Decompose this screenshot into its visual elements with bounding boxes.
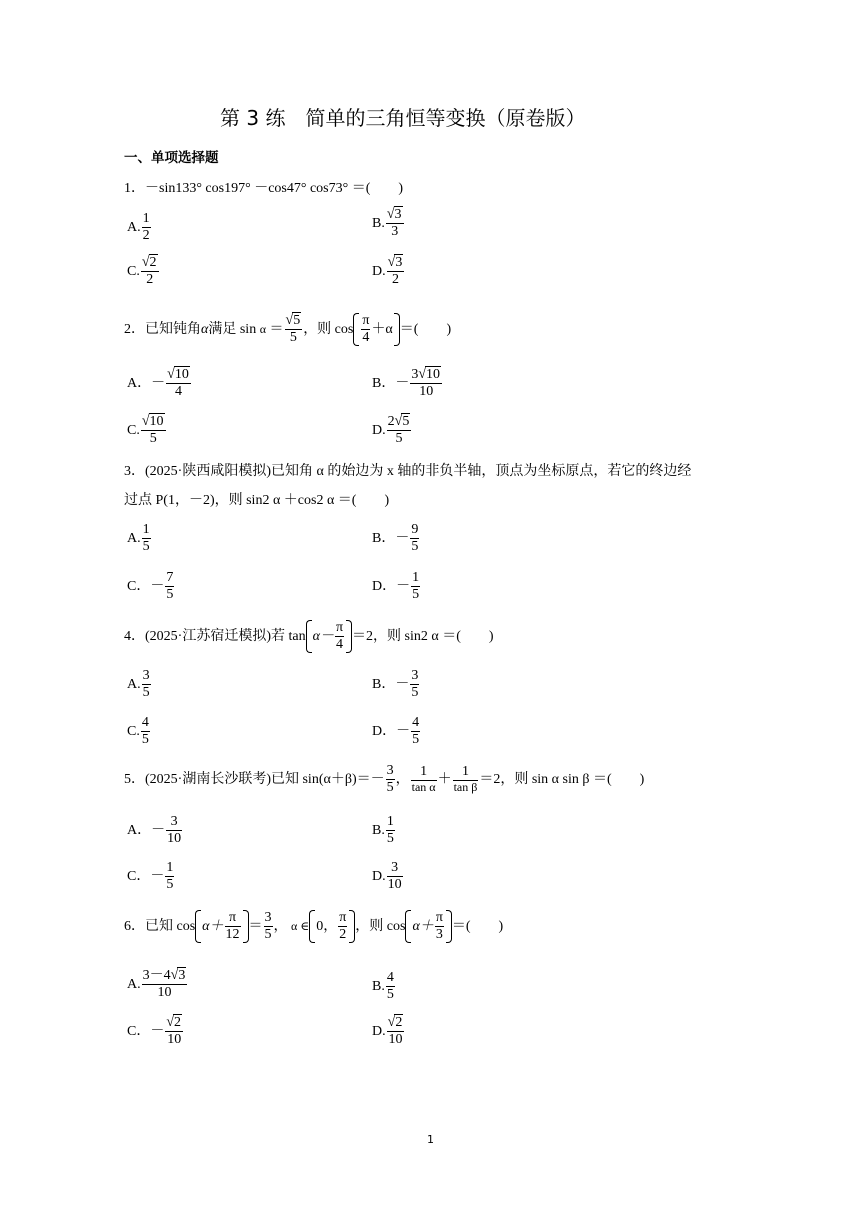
q6-option-a[interactable] <box>127 968 188 1001</box>
fraction: $\frac{√2}{2}$ <box>141 254 157 288</box>
option-label: B．－ <box>372 375 410 391</box>
option-label: C. <box>127 263 140 279</box>
option-label: A．－ <box>127 375 166 391</box>
fraction: $\frac{9}{5}$ <box>411 522 419 555</box>
fraction: $\frac{3}{5}$ <box>142 668 150 701</box>
option-label: B. <box>372 215 385 231</box>
fraction: $\frac{\pi}{4}$ <box>362 313 370 346</box>
question-2-stem: 2．已知钝角α满足 sin α ＝ $\frac{√5}{5}$ ，则 cos $\frac{\pi}{4}$ ＋α ＝( ) <box>124 312 452 346</box>
question-6-stem: 6．已知 cos α＋ $\frac{\pi}{12}$ ＝ $\frac{3}{5}$ ， α ∈ 0， $\frac{\pi}{2}$ ，则 cos α＋ $\frac{\pi}{3}$ ＝( ) <box>124 910 504 943</box>
option-label: A. <box>127 976 141 992</box>
option-label: C．－ <box>127 1023 165 1039</box>
q5-option-c[interactable] <box>127 860 175 893</box>
fraction: $\frac{2√5}{5}$ <box>387 413 410 447</box>
option-label: A. <box>127 530 141 546</box>
fraction: $\frac{3}{10}$ <box>167 814 182 847</box>
parenthesis-group: α＋ $\frac{\pi}{12}$ <box>195 910 248 943</box>
q4-option-c[interactable] <box>127 715 151 748</box>
fraction: $\frac{7}{5}$ <box>166 570 174 603</box>
parenthesis-group: α－ $\frac{\pi}{4}$ <box>306 620 352 653</box>
interval-group: 0， $\frac{\pi}{2}$ <box>309 910 355 943</box>
q6-option-b[interactable] <box>372 970 396 1003</box>
option-label: B．－ <box>372 530 410 546</box>
parenthesis-group: α＋ $\frac{\pi}{3}$ <box>405 910 451 943</box>
option-label: D．－ <box>372 578 411 594</box>
question-5-stem: 5．(2025·湖南长沙联考)已知 sin(α＋β)＝－ $\frac{3}{5}$ ， $\frac{1}{\text{tan α}}$ ＋ $\frac{1}{\text{tan β}}$ ＝2，则 sin α sin β ＝( ) <box>124 763 645 796</box>
fraction: $\frac{√3}{3}$ <box>386 206 402 240</box>
fraction: $\frac{1}{5}$ <box>166 860 174 893</box>
option-label: D. <box>372 422 386 438</box>
option-label: D. <box>372 1023 386 1039</box>
fraction: $\frac{3√10}{10}$ <box>411 366 441 400</box>
q4-option-d[interactable] <box>372 715 421 748</box>
q1-option-c[interactable] <box>127 255 160 288</box>
q3-option-b[interactable] <box>372 522 420 555</box>
option-label: A. <box>127 219 141 235</box>
fraction: $\frac{4}{5}$ <box>386 970 394 1003</box>
page-title: 第 3 练 简单的三角恒等变换（原卷版） <box>220 106 586 130</box>
q3-option-d[interactable] <box>372 570 421 603</box>
q5-option-b[interactable] <box>372 814 396 847</box>
question-1-stem: 1．－sin133° cos197° －cos47° cos73° ＝( ) <box>124 181 404 196</box>
option-label: B. <box>372 978 385 994</box>
sqrt-symbol: √2 <box>141 254 157 271</box>
option-label: C. <box>127 422 140 438</box>
option-label: A. <box>127 676 141 692</box>
fraction: $\frac{1}{2}$ <box>142 211 150 244</box>
q4-option-a[interactable] <box>127 668 152 701</box>
fraction: $\frac{1}{\text{tan α}}$ <box>411 764 436 795</box>
fraction: $\frac{√10}{4}$ <box>167 366 189 400</box>
q6-option-d[interactable] <box>372 1015 405 1048</box>
q4-option-b[interactable] <box>372 668 420 701</box>
page-number: 1 <box>427 1133 434 1146</box>
q5-option-a[interactable] <box>127 814 183 847</box>
fraction: $\frac{√10}{5}$ <box>141 413 164 447</box>
question-3-line-1: 3．(2025·陕西咸阳模拟)已知角 α 的始边为 x 轴的非负半轴，顶点为坐标原点，若它的终边经 <box>124 464 692 479</box>
fraction: $\frac{√5}{5}$ <box>285 312 301 346</box>
option-label: D. <box>372 263 386 279</box>
fraction: $\frac{\pi}{3}$ <box>435 910 443 943</box>
question-3-line-2: 过点 P(1，－2)，则 sin2 α ＋cos2 α ＝( ) <box>124 493 390 508</box>
fraction: $\frac{1}{5}$ <box>386 814 394 847</box>
fraction: $\frac{3}{5}$ <box>264 910 272 943</box>
option-label: C. <box>127 723 140 739</box>
q2-option-d[interactable] <box>372 414 412 447</box>
fraction: $\frac{√3}{2}$ <box>387 254 403 288</box>
fraction: $\frac{\pi}{2}$ <box>339 910 347 943</box>
q1-option-d[interactable] <box>372 255 405 288</box>
sqrt-symbol: √3 <box>386 206 402 223</box>
fraction: $\frac{3}{5}$ <box>411 668 419 701</box>
fraction: $\frac{1}{\text{tan β}}$ <box>453 764 478 795</box>
q1-option-a[interactable] <box>127 211 152 244</box>
option-label: D. <box>372 868 386 884</box>
option-label: A．－ <box>127 822 166 838</box>
parenthesis-group: $\frac{\pi}{4}$ ＋α <box>353 313 399 346</box>
q3-option-c[interactable] <box>127 570 175 603</box>
q1-option-b[interactable] <box>372 207 405 240</box>
fraction: $\frac{\pi}{4}$ <box>335 620 344 653</box>
option-label: B．－ <box>372 676 410 692</box>
sqrt-symbol: √3 <box>387 254 403 271</box>
q2-option-a[interactable] <box>127 367 192 400</box>
fraction: $\frac{3}{10}$ <box>387 860 402 893</box>
q3-option-a[interactable] <box>127 522 152 555</box>
fraction: $\frac{3}{5}$ <box>386 763 394 796</box>
q5-option-d[interactable] <box>372 860 404 893</box>
fraction: $\frac{\pi}{12}$ <box>225 910 240 943</box>
fraction: $\frac{√2}{10}$ <box>166 1014 182 1048</box>
option-label: B. <box>372 822 385 838</box>
section-heading: 一、单项选择题 <box>124 150 219 166</box>
q6-option-c[interactable] <box>127 1015 184 1048</box>
option-label: D．－ <box>372 723 411 739</box>
fraction: $\frac{3-4√3}{10}$ <box>142 967 186 1001</box>
fraction: $\frac{√2}{10}$ <box>387 1014 403 1048</box>
fraction: $\frac{1}{5}$ <box>142 522 150 555</box>
option-label: C．－ <box>127 868 165 884</box>
q2-option-c[interactable] <box>127 414 167 447</box>
fraction: $\frac{4}{5}$ <box>141 715 149 748</box>
fraction: $\frac{4}{5}$ <box>412 715 420 748</box>
question-4-stem: 4．(2025·江苏宿迁模拟)若 tan α－ $\frac{\pi}{4}$ ＝2，则 sin2 α ＝( ) <box>124 620 494 653</box>
q2-option-b[interactable] <box>372 367 443 400</box>
fraction: $\frac{1}{5}$ <box>412 570 420 603</box>
option-label: C．－ <box>127 578 165 594</box>
